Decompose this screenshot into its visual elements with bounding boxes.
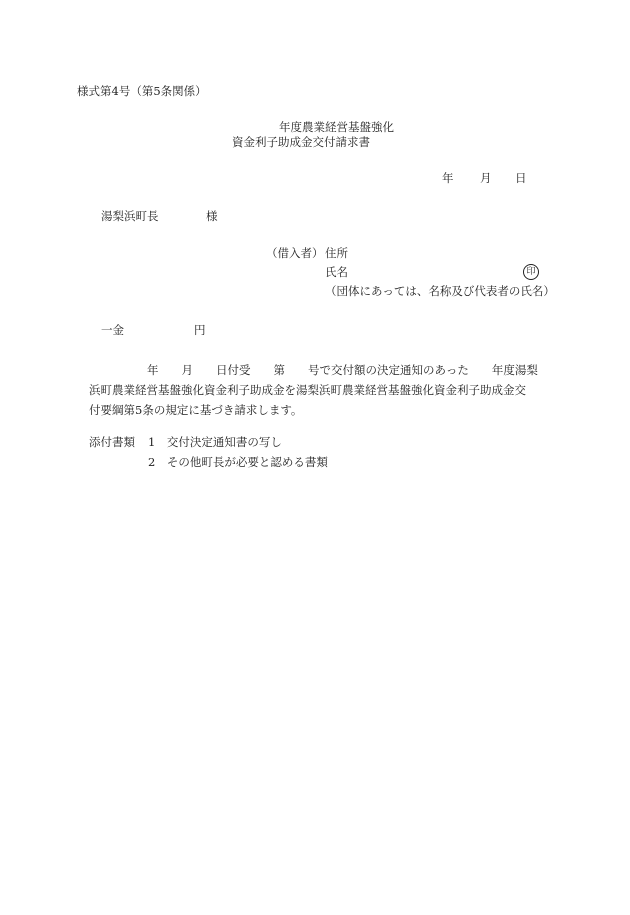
request-body-line2: 浜町農業経営基盤強化資金利子助成金を湯梨浜町農業経営基盤強化資金利子助成金交	[89, 383, 526, 397]
seal-mark: 印	[523, 264, 539, 280]
amount-prefix: 一金	[101, 323, 124, 337]
date-day-label: 日	[515, 171, 527, 185]
group-note: （団体にあっては、名称及び代表者の氏名）	[325, 284, 555, 298]
address-label: 住所	[325, 246, 348, 260]
addressee-name: 湯梨浜町長	[101, 209, 159, 223]
name-label: 氏名	[325, 265, 348, 279]
attachments-label: 添付書類	[89, 435, 135, 449]
amount-unit: 円	[194, 323, 206, 337]
request-body	[89, 360, 554, 420]
form-number: 様式第4号（第5条関係）	[77, 84, 207, 98]
document-title-line1: 年度農業経営基盤強化	[279, 120, 394, 134]
request-body-line1: 年 月 日付受 第 号で交付額の決定通知のあった 年度湯梨	[147, 363, 538, 377]
request-body-line3: 付要綱第5条の規定に基づき請求します。	[89, 403, 303, 417]
attachment-item: 1 交付決定通知書の写し	[148, 435, 282, 449]
date-month-label: 月	[480, 171, 492, 185]
date-year-label: 年	[442, 171, 454, 185]
addressee-honorific: 様	[206, 209, 218, 223]
borrower-label: （借入者）	[266, 246, 324, 260]
document-title-line2: 資金利子助成金交付請求書	[232, 135, 370, 149]
attachment-item: 2 その他町長が必要と認める書類	[148, 455, 328, 469]
